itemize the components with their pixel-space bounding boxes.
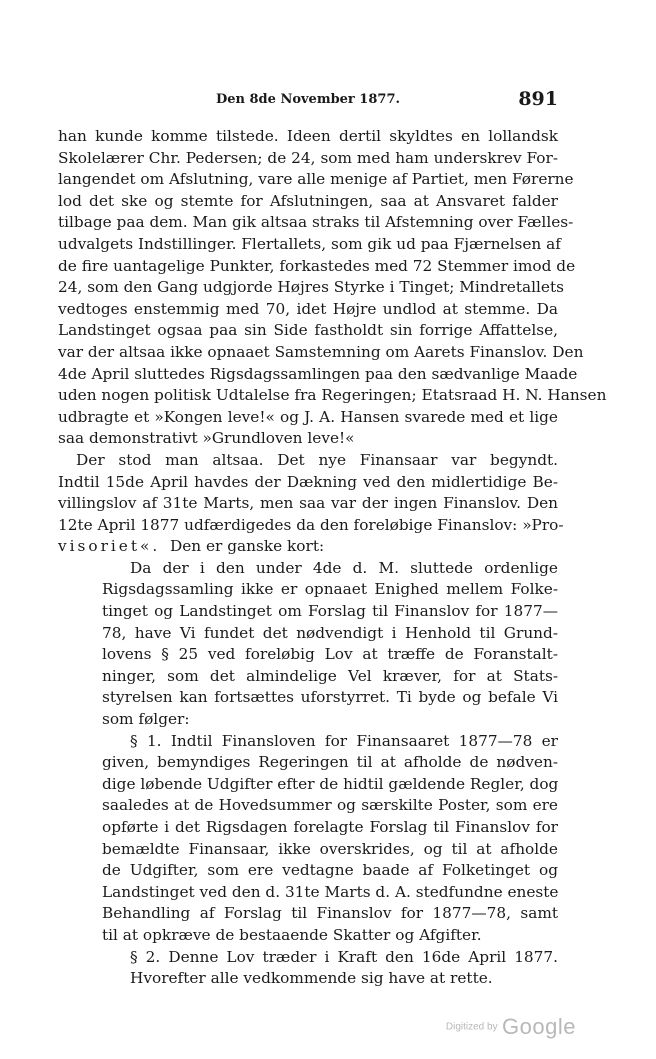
quote-line: lovens § 25 ved foreløbig Lov at træffe de Foranstalt- <box>102 645 558 664</box>
quote-line: tinget og Landstinget om Forslag til Finanslov for 1877— <box>102 602 558 621</box>
text-line: lod det ske og stemte for Afslutningen, saa at Ansvaret falder <box>58 191 558 210</box>
quote-line: Behandling af Forslag til Finanslov for 1877—78, samt <box>102 904 558 923</box>
google-logo: Google <box>502 1014 576 1039</box>
quote-line: de Udgifter, som ere vedtagne baade af Folketinget og <box>102 861 558 880</box>
text-line <box>58 536 558 558</box>
running-title: Den 8de November 1877. <box>215 92 401 107</box>
text-line: Der stod man altsaa. Det nye Finansaar var begyndt. <box>76 450 558 469</box>
text-line: udvalgets Indstillinger. Flertallets, som gik ud paa Fjærnelsen af <box>58 234 561 253</box>
digitized-watermark <box>446 1014 576 1040</box>
text-span: Den er ganske kort: <box>169 537 325 556</box>
quote-line: saaledes at de Hovedsummer og særskilte Poster, som ere <box>102 796 558 815</box>
quote-line: som følger: <box>102 710 190 729</box>
quote-line: 78, have Vi fundet det nødvendigt i Henhold til Grund- <box>102 623 558 642</box>
body-text <box>58 126 607 990</box>
text-line: Landstinget ogsaa paa sin Side fastholdt sin forrige Affattelse, <box>58 321 558 340</box>
text-line: de fire uantagelige Punkter, forkastedes med 72 Stemmer imod de <box>58 256 576 275</box>
text-line: 12te April 1877 udfærdigedes da den foreløbige Finanslov: »Pro- <box>58 515 564 534</box>
quote-line: Da der i den under 4de d. M. sluttede ordenlige <box>130 558 558 577</box>
text-line: udbragte et »Kongen leve!« og J. A. Hansen svarede med et lige <box>58 407 558 426</box>
page-header <box>58 88 558 112</box>
quote-line: opførte i det Rigsdagen forelagte Forslag til Finanslov for <box>102 818 558 836</box>
text-line: villingslov af 31te Marts, men saa var der ingen Finanslov. Den <box>58 494 558 513</box>
text-line: vedtoges enstemmig med 70, idet Højre undlod at stemme. Da <box>58 299 558 318</box>
text-line: tilbage paa dem. Man gik altsaa straks til Afstemning over Fælles- <box>58 213 574 232</box>
quote-line: Landstinget ved den d. 31te Marts d. A. stedfundne eneste <box>102 882 559 901</box>
digitized-by-text: Digitized by <box>445 1021 498 1033</box>
quote-line: given, bemyndiges Regeringen til at afholde de nødven- <box>102 753 558 772</box>
text-line: Skolelærer Chr. Pedersen; de 24, som med ham underskrev For- <box>58 148 558 167</box>
text-line: var der altsaa ikke opnaaet Samstemning om Aarets Finanslov. Den <box>58 342 584 361</box>
spaced-word: visoriet«. <box>58 537 161 556</box>
quote-line: ninger, som det almindelige Vel kræver, for at Stats- <box>102 666 558 685</box>
text-line: saa demonstrativt »Grundloven leve!« <box>58 429 355 448</box>
quote-line: styrelsen kan fortsættes uforstyrret. Ti byde og befale Vi <box>102 688 558 707</box>
text-line: uden nogen politisk Udtalelse fra Regeringen; Etatsraad H. N. Hansen <box>58 386 607 405</box>
text-line: 24, som den Gang udgjorde Højres Styrke i Tinget; Mindretallets <box>58 278 564 297</box>
quote-line: til at opkræve de bestaaende Skatter og Afgifter. <box>102 925 482 944</box>
text-line: langendet om Afslutning, vare alle menige af Partiet, men Førerne <box>58 170 574 189</box>
quote-line: bemældte Finansaar, ikke overskrides, og til at afholde <box>102 839 558 858</box>
text-line: Indtil 15de April havdes der Dækning ved den midlertidige Be- <box>58 472 558 491</box>
text-line: han kunde komme tilstede. Ideen dertil skyldtes en lollandsk <box>58 127 558 145</box>
quote-line: Hvorefter alle vedkommende sig have at rette. <box>130 969 493 988</box>
page-number: 891 <box>518 88 558 110</box>
quote-line: Rigsdagssamling ikke er opnaaet Enighed mellem Folke- <box>102 580 558 599</box>
text-line: 4de April sluttedes Rigsdagssamlingen paa den sædvanlige Maade <box>58 364 578 383</box>
quote-line: § 2. Denne Lov træder i Kraft den 16de April 1877. <box>130 947 558 966</box>
quote-line: § 1. Indtil Finansloven for Finansaaret 1877—78 er <box>130 731 558 750</box>
quote-line: dige løbende Udgifter efter de hidtil gældende Regler, dog <box>102 774 559 793</box>
